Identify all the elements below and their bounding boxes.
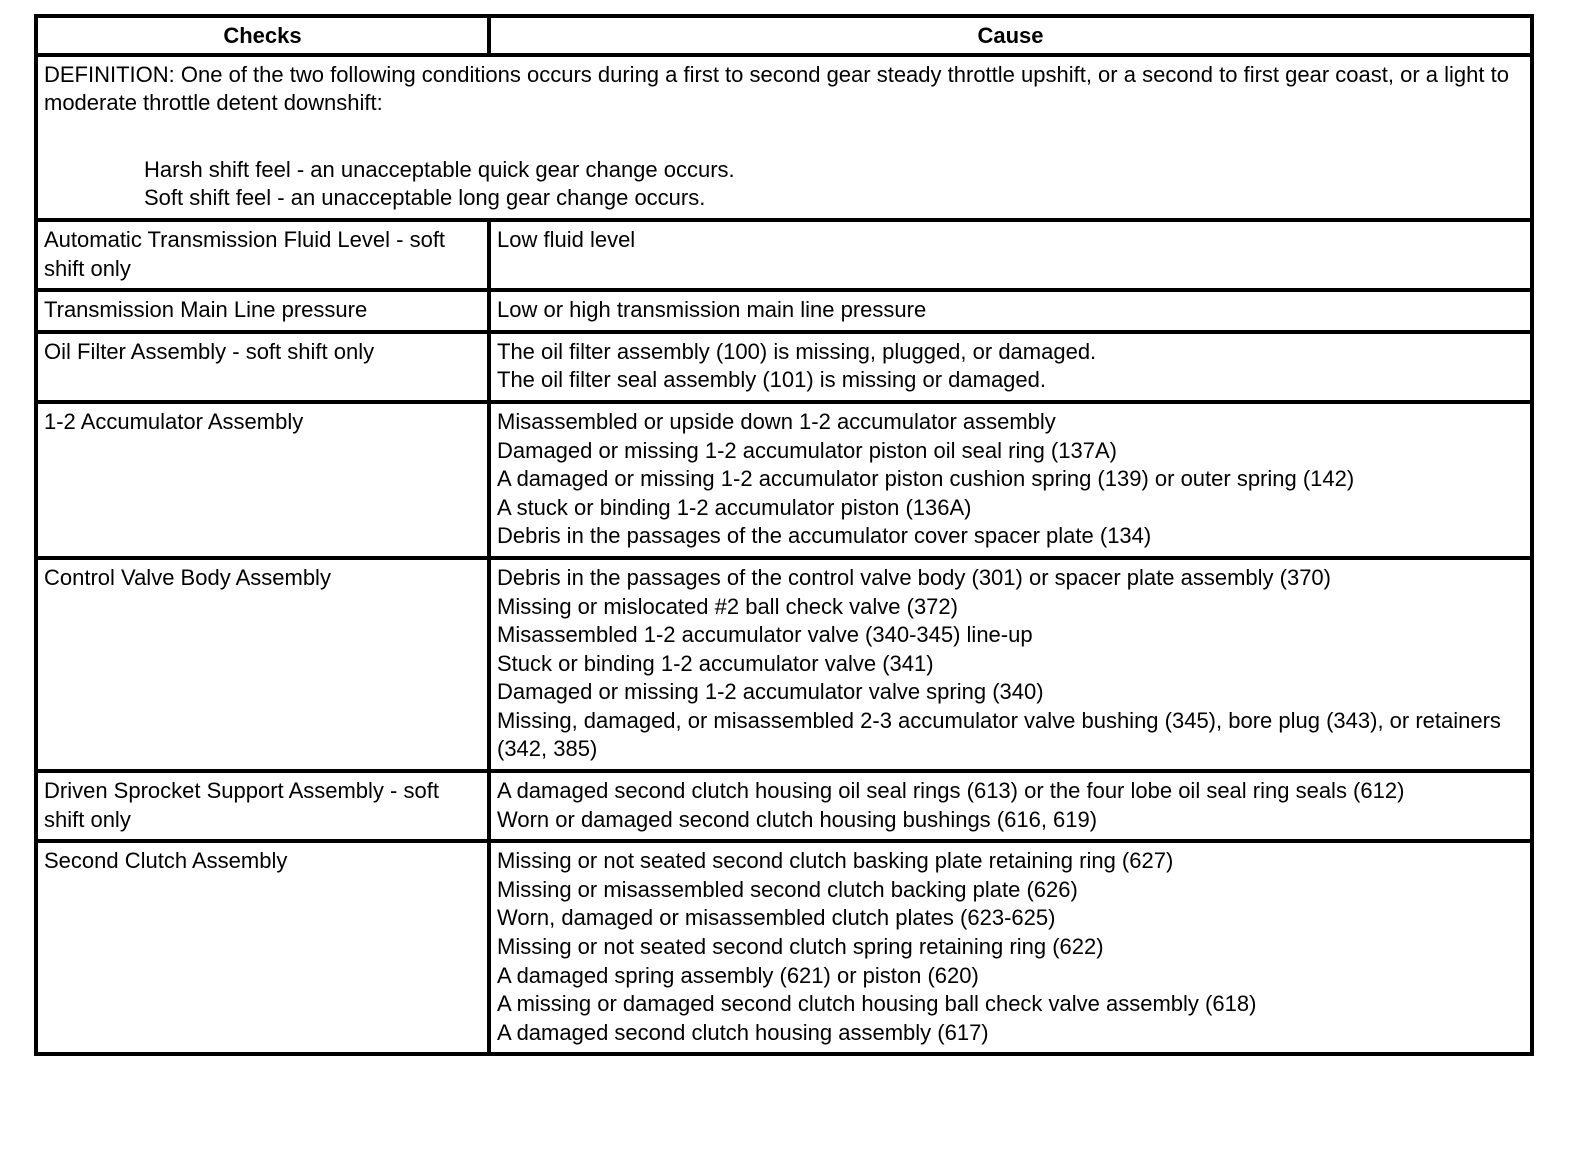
cause-item: Missing or not seated second clutch basking plate retaining ring (627) bbox=[497, 848, 1174, 874]
header-checks: Checks bbox=[36, 16, 489, 55]
cause-item: Debris in the passages of the control valve body (301) or spacer plate assembly (370) bbox=[497, 564, 1331, 590]
check-cell: Oil Filter Assembly - soft shift only bbox=[36, 332, 489, 402]
table-row bbox=[36, 332, 1532, 402]
cause-item: A damaged second clutch housing assembly (617) bbox=[497, 1019, 989, 1045]
table-row bbox=[36, 220, 1532, 290]
cause-item: Misassembled 1-2 accumulator valve (340-345) line-up bbox=[497, 622, 1033, 648]
cause-item: A damaged second clutch housing oil seal rings (613) or the four lobe oil seal ring seals (612) bbox=[497, 778, 1405, 804]
definition-row bbox=[36, 55, 1532, 220]
cause-cell bbox=[489, 841, 1532, 1054]
cause-item: Missing or mislocated #2 ball check valve (372) bbox=[497, 593, 958, 619]
cause-cell bbox=[489, 332, 1532, 402]
cause-item: Worn or damaged second clutch housing bushings (616, 619) bbox=[497, 806, 1098, 832]
definition-item: Soft shift feel - an unacceptable long gear change occurs. bbox=[144, 185, 706, 211]
cause-cell: Low fluid level bbox=[489, 220, 1532, 290]
table-row bbox=[36, 558, 1532, 771]
definition-cell bbox=[36, 55, 1532, 220]
cause-item: Damaged or missing 1-2 accumulator piston oil seal ring (137A) bbox=[497, 437, 1117, 463]
cause-item: The oil filter assembly (100) is missing, plugged, or damaged. bbox=[497, 338, 1097, 364]
definition-item: Harsh shift feel - an unacceptable quick gear change occurs. bbox=[144, 156, 735, 182]
check-cell: Driven Sprocket Support Assembly - soft shift only bbox=[36, 771, 489, 841]
table-row bbox=[36, 402, 1532, 558]
definition-spacer bbox=[44, 118, 1524, 156]
header-cause: Cause bbox=[489, 16, 1532, 55]
check-cell: 1-2 Accumulator Assembly bbox=[36, 402, 489, 558]
header-row bbox=[36, 16, 1532, 55]
cause-cell: Low or high transmission main line pressure bbox=[489, 290, 1532, 332]
cause-item: Missing or not seated second clutch spring retaining ring (622) bbox=[497, 934, 1104, 960]
cause-item: Misassembled or upside down 1-2 accumulator assembly bbox=[497, 408, 1056, 434]
definition-text: DEFINITION: One of the two following conditions occurs during a first to second gear steady throttle upshift, or a second to first gear coast, or a light to moderate throttle detent downshift: bbox=[44, 61, 1509, 116]
cause-item: Missing or misassembled second clutch backing plate (626) bbox=[497, 876, 1078, 902]
check-cell: Automatic Transmission Fluid Level - soft shift only bbox=[36, 220, 489, 290]
check-cell: Transmission Main Line pressure bbox=[36, 290, 489, 332]
table-row bbox=[36, 841, 1532, 1054]
cause-cell bbox=[489, 771, 1532, 841]
cause-cell bbox=[489, 402, 1532, 558]
check-cell: Second Clutch Assembly bbox=[36, 841, 489, 1054]
cause-item: A stuck or binding 1-2 accumulator piston (136A) bbox=[497, 494, 972, 520]
diagnostic-table bbox=[34, 14, 1534, 1056]
cause-item: The oil filter seal assembly (101) is missing or damaged. bbox=[497, 367, 1047, 393]
cause-item: A missing or damaged second clutch housing ball check valve assembly (618) bbox=[497, 991, 1257, 1017]
check-cell: Control Valve Body Assembly bbox=[36, 558, 489, 771]
cause-item: Worn, damaged or misassembled clutch plates (623-625) bbox=[497, 905, 1056, 931]
cause-item: Damaged or missing 1-2 accumulator valve spring (340) bbox=[497, 679, 1044, 705]
cause-item: Stuck or binding 1-2 accumulator valve (341) bbox=[497, 650, 934, 676]
cause-item: A damaged or missing 1-2 accumulator piston cushion spring (139) or outer spring (142) bbox=[497, 466, 1355, 492]
cause-cell bbox=[489, 558, 1532, 771]
table-row bbox=[36, 771, 1532, 841]
table-row bbox=[36, 290, 1532, 332]
cause-item: Debris in the passages of the accumulator cover spacer plate (134) bbox=[497, 523, 1152, 549]
cause-item: A damaged spring assembly (621) or piston (620) bbox=[497, 962, 979, 988]
cause-item: Missing, damaged, or misassembled 2-3 accumulator valve bushing (345), bore plug (343), or retainers (342, 385) bbox=[497, 707, 1501, 762]
